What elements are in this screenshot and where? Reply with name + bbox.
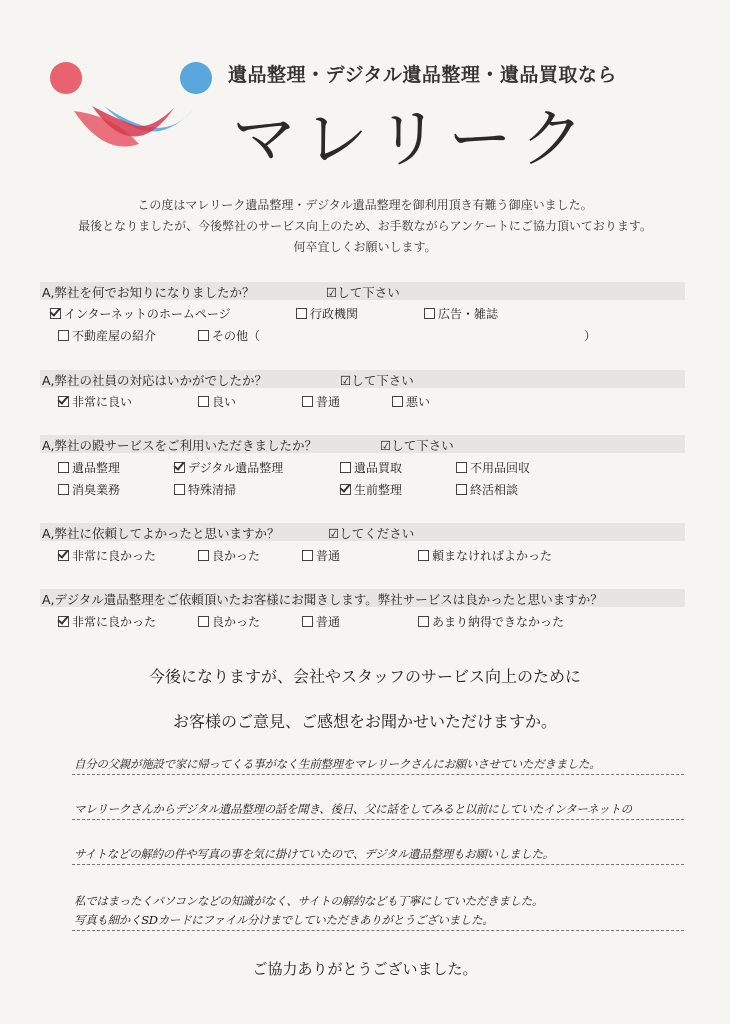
checkbox[interactable] xyxy=(392,396,403,407)
q1-option-internet[interactable]: インターネットのホームページ xyxy=(50,305,231,322)
answer-rule-2 xyxy=(72,819,684,820)
q3-option-seizen[interactable]: 生前整理 xyxy=(340,481,402,498)
checkbox[interactable] xyxy=(58,484,69,495)
q2-note: ☑して下さい xyxy=(340,373,414,388)
checkbox-checked[interactable] xyxy=(58,616,69,627)
q5-option-very-good[interactable]: 非常に良かった xyxy=(58,613,156,630)
checkbox[interactable] xyxy=(58,330,69,341)
checkbox-checked[interactable] xyxy=(340,484,351,495)
checkbox[interactable] xyxy=(58,462,69,473)
q4-question: A,弊社に依頼してよかったと思いますか？ xyxy=(42,526,280,541)
checkbox[interactable] xyxy=(424,308,435,319)
q1-option-other[interactable]: その他（ xyxy=(198,327,260,344)
q4-option-very-good[interactable]: 非常に良かった xyxy=(58,547,156,564)
q1-option-government[interactable]: 行政機関 xyxy=(296,305,358,322)
checkbox[interactable] xyxy=(456,462,467,473)
thanks-message: ご協力ありがとうございました。 xyxy=(252,960,478,978)
marelique-logo-icon xyxy=(44,56,224,156)
checkbox[interactable] xyxy=(198,330,209,341)
q4-option-good[interactable]: 良かった xyxy=(198,547,260,564)
q3-option-shuukatsu[interactable]: 終活相談 xyxy=(456,481,518,498)
checkbox[interactable] xyxy=(302,396,313,407)
checkbox[interactable] xyxy=(198,616,209,627)
checkbox-checked[interactable] xyxy=(58,396,69,407)
answer-line-1: 自分の父親が施設で家に帰ってくる事がなく生前整理をマレリークさんにお願いさせていただきました。 xyxy=(74,757,601,771)
q3-note: ☑して下さい xyxy=(380,438,454,453)
checkbox[interactable] xyxy=(174,484,185,495)
checkbox[interactable] xyxy=(340,462,351,473)
checkbox[interactable] xyxy=(418,616,429,627)
q3-option-kaitori[interactable]: 遺品買取 xyxy=(340,459,402,476)
checkbox[interactable] xyxy=(456,484,467,495)
answer-rule-1 xyxy=(72,774,684,775)
q3-option-digital[interactable]: デジタル遺品整理 xyxy=(174,459,283,476)
intro-line-3: 何卒宜しくお願いします。 xyxy=(293,240,437,254)
q2-option-good[interactable]: 良い xyxy=(198,393,236,410)
q1-option-realestate[interactable]: 不動産屋の紹介 xyxy=(58,327,156,344)
q3-option-ihin[interactable]: 遺品整理 xyxy=(58,459,120,476)
answer-line-3: サイトなどの解約の件や写真の事を気に掛けていたので、デジタル遺品整理もお願いしました。 xyxy=(74,847,554,861)
checkbox[interactable] xyxy=(418,550,429,561)
q1-note: ☑して下さい xyxy=(326,285,400,300)
checkbox-checked[interactable] xyxy=(50,308,61,319)
q2-option-very-good[interactable]: 非常に良い xyxy=(58,393,132,410)
checkbox[interactable] xyxy=(198,550,209,561)
q3-question: A,弊社の殿サービスをご利用いただきましたか？ xyxy=(42,438,318,453)
q4-note: ☑してください xyxy=(328,526,415,541)
answer-line-5: 写真も細かくSDカードにファイル分けまでしていただきありがとうございました。 xyxy=(74,913,494,927)
q2-option-bad[interactable]: 悪い xyxy=(392,393,430,410)
q1-question: A,弊社を何でお知りになりましたか？ xyxy=(42,285,255,300)
checkbox-checked[interactable] xyxy=(58,550,69,561)
q5-question: A,デジタル遺品整理をご依頼頂いたお客様にお聞きします。弊社サービスは良かったと思いますか？ xyxy=(42,592,603,607)
checkbox-checked[interactable] xyxy=(174,462,185,473)
q3-option-fuyouhin[interactable]: 不用品回収 xyxy=(456,459,530,476)
intro-line-2: 最後となりましたが、今後弊社のサービス向上のため、お手数ながらアンケートにご協力頂いております。 xyxy=(78,219,652,233)
checkbox[interactable] xyxy=(296,308,307,319)
intro-line-1: この度はマレリーク遺品整理・デジタル遺品整理を御利用頂き有難う御座いました。 xyxy=(137,198,593,212)
q5-option-good[interactable]: 良かった xyxy=(198,613,260,630)
q1-option-ad[interactable]: 広告・雑誌 xyxy=(424,305,498,322)
brand-name: マレリーク xyxy=(232,103,592,177)
answer-line-4: 私ではまったくパソコンなどの知識がなく、サイトの解約なども丁寧にしていただきました。 xyxy=(74,894,544,908)
checkbox[interactable] xyxy=(302,550,313,561)
answer-rule-4 xyxy=(72,930,684,931)
header-tagline: 遺品整理・デジタル遺品整理・遺品買取なら xyxy=(228,64,617,86)
q5-option-unsatisfied[interactable]: あまり納得できなかった xyxy=(418,613,564,630)
answer-rule-3 xyxy=(72,864,684,865)
q4-option-regret[interactable]: 頼まなければよかった xyxy=(418,547,552,564)
q4-option-normal[interactable]: 普通 xyxy=(302,547,340,564)
answer-line-2: マレリークさんからデジタル遺品整理の話を聞き、後日、父に話をしてみると以前にしていたインターネットの xyxy=(74,802,632,816)
q3-option-tokushu[interactable]: 特殊清掃 xyxy=(174,481,236,498)
q2-option-normal[interactable]: 普通 xyxy=(302,393,340,410)
closing-question-line-1: 今後になりますが、会社やスタッフのサービス向上のために xyxy=(148,667,581,686)
closing-question-line-2: お客様のご意見、ご感想をお聞かせいただけますか。 xyxy=(172,712,557,731)
checkbox[interactable] xyxy=(198,396,209,407)
q1-other-close: ） xyxy=(584,329,597,343)
q2-question: A,弊社の社員の対応はいかがでしたか？ xyxy=(42,373,268,388)
q5-option-normal[interactable]: 普通 xyxy=(302,613,340,630)
q3-option-shoushuu[interactable]: 消臭業務 xyxy=(58,481,120,498)
checkbox[interactable] xyxy=(302,616,313,627)
